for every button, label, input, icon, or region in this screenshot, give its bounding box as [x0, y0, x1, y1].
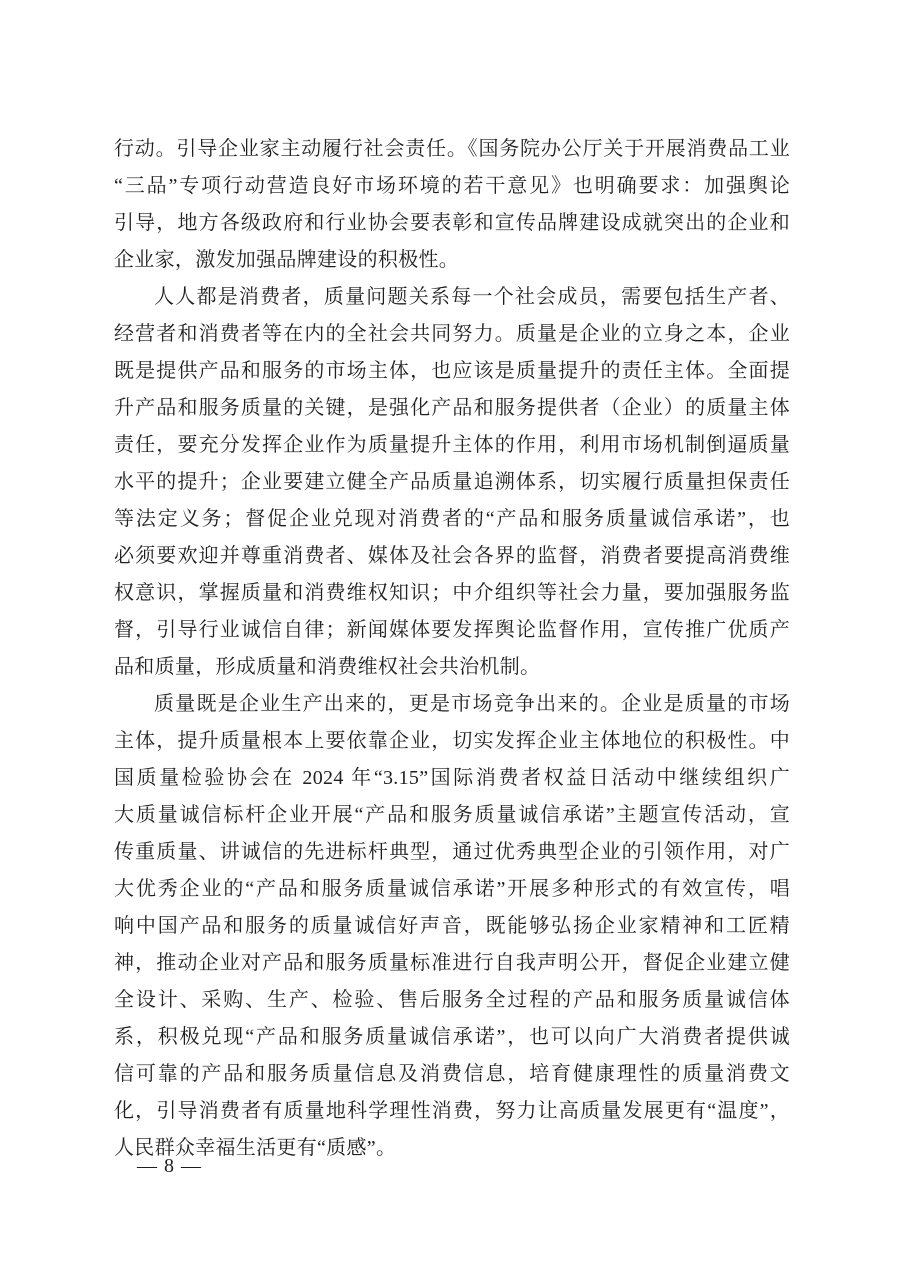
text-line: “三品”专项行动营造良好市场环境的若干意见》也明确要求：加强舆论: [114, 175, 790, 197]
text-line: 国质量检验协会在 2024 年“3.15”国际消费者权益日活动中继续组织广: [114, 767, 790, 789]
text-line: 行动。引导企业家主动履行社会责任。《国务院办公厅关于开展消费品工业: [114, 138, 790, 160]
text-line: 大质量诚信标杆企业开展“产品和服务质量诚信承诺”主题宣传活动，宣: [114, 804, 790, 826]
text-line: 品和质量，形成质量和消费维权社会共治机制。: [114, 656, 541, 678]
text-line: 全设计、采购、生产、检验、售后服务全过程的产品和服务质量诚信体: [114, 989, 790, 1011]
text-line: 责任，要充分发挥企业作为质量提升主体的作用，利用市场机制倒逼质量: [114, 434, 790, 456]
text-line: 大优秀企业的“产品和服务质量诚信承诺”开展多种形式的有效宣传，唱: [114, 878, 790, 900]
text-line: 等法定义务；督促企业兑现对消费者的“产品和服务质量诚信承诺”，也: [114, 508, 790, 530]
paragraph: [114, 131, 790, 279]
text-line: 权意识，掌握质量和消费维权知识；中介组织等社会力量，要加强服务监: [114, 582, 790, 604]
text-line: 传重质量、讲诚信的先进标杆典型，通过优秀典型企业的引领作用，对广: [114, 841, 790, 863]
text-line: 必须要欢迎并尊重消费者、媒体及社会各界的监督，消费者要提高消费维: [114, 545, 790, 567]
text-line: 升产品和服务质量的关键，是强化产品和服务提供者（企业）的质量主体: [114, 397, 790, 419]
text-line: 系，积极兑现“产品和服务质量诚信承诺”，也可以向广大消费者提供诚: [114, 1026, 790, 1048]
page-number: — 8 —: [137, 1155, 202, 1177]
text-line: 质量既是企业生产出来的，更是市场竞争出来的。企业是质量的市场: [154, 693, 790, 715]
text-line: 督，引导行业诚信自律；新闻媒体要发挥舆论监督作用，宣传推广优质产: [114, 619, 790, 641]
text-line: 企业家，激发加强品牌建设的积极性。: [114, 249, 460, 271]
text-line: 主体，提升质量根本上要依靠企业，切实发挥企业主体地位的积极性。中: [114, 730, 790, 752]
text-line: 既是提供产品和服务的市场主体，也应该是质量提升的责任主体。全面提: [114, 360, 790, 382]
text-line: 神，推动企业对产品和服务质量标准进行自我声明公开，督促企业建立健: [114, 952, 790, 974]
text-line: 引导，地方各级政府和行业协会要表彰和宣传品牌建设成就突出的企业和: [114, 212, 790, 234]
text-line: 化，引导消费者有质量地科学理性消费，努力让高质量发展更有“温度”，: [114, 1100, 790, 1122]
text-line: 响中国产品和服务的质量诚信好声音，既能够弘扬企业家精神和工匠精: [114, 915, 790, 937]
text-line: 信可靠的产品和服务质量信息及消费信息，培育健康理性的质量消费文: [114, 1063, 790, 1085]
paragraph: [114, 686, 790, 1167]
document-body: [114, 131, 790, 1167]
text-line: 人人都是消费者，质量问题关系每一个社会成员，需要包括生产者、: [154, 286, 790, 308]
text-line: 水平的提升；企业要建立健全产品质量追溯体系，切实履行质量担保责任: [114, 471, 790, 493]
text-line: 经营者和消费者等在内的全社会共同努力。质量是企业的立身之本，企业: [114, 323, 790, 345]
paragraph: [114, 279, 790, 686]
text-line: 人民群众幸福生活更有“质感”。: [114, 1137, 397, 1159]
